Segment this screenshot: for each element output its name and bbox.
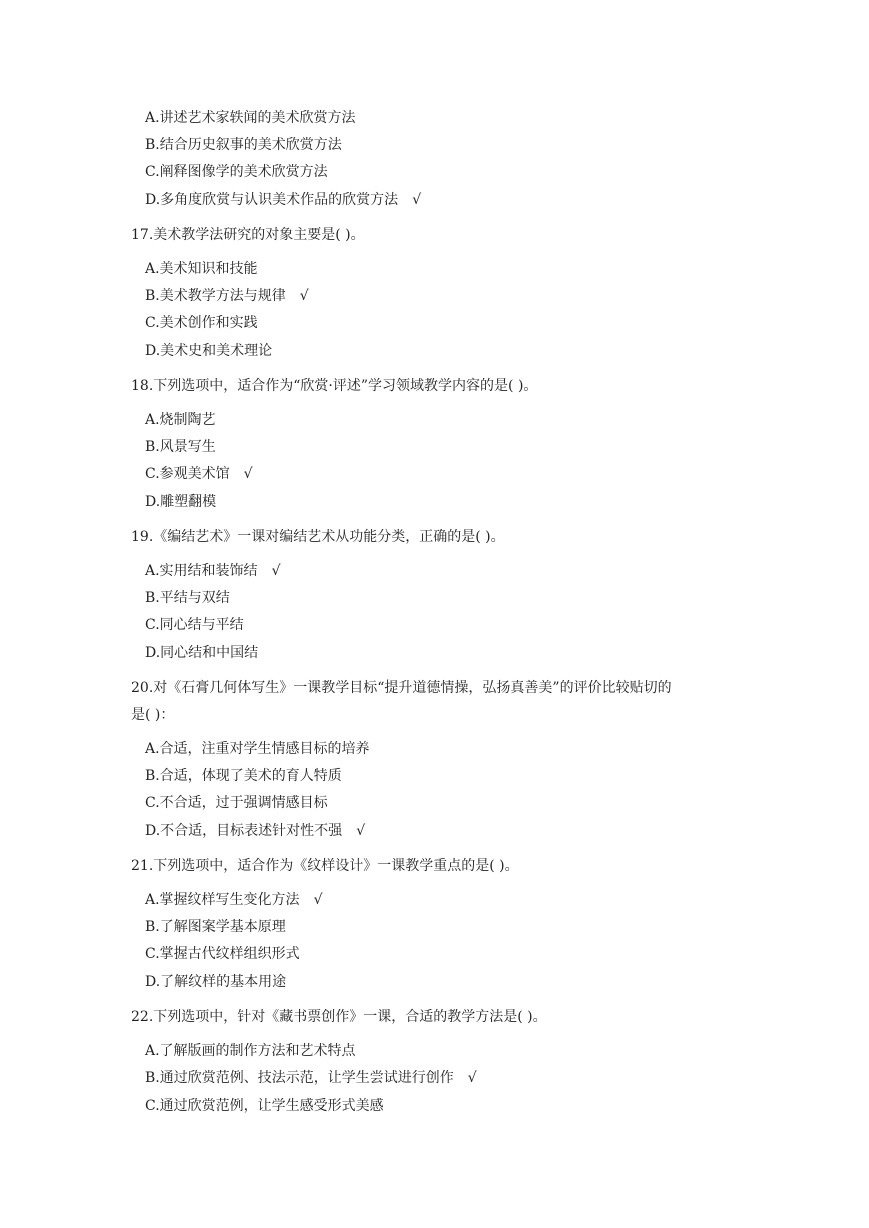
option-line: [145, 588, 244, 608]
check-mark: √: [243, 466, 253, 482]
option-line: [145, 341, 286, 361]
option-text: A.烧制陶艺: [145, 412, 216, 428]
option-text: C.参观美术馆: [145, 466, 230, 482]
question-line: 17.美术教学法研究的对象主要是( )。: [131, 227, 365, 243]
option-line: [145, 972, 300, 992]
option-line: [145, 492, 230, 512]
option-line: [145, 162, 342, 182]
option-line: [145, 793, 342, 813]
option-line: [145, 464, 253, 484]
option-line: [145, 821, 365, 841]
check-mark: √: [356, 823, 366, 839]
option-line: [145, 1096, 398, 1116]
option-text: B.平结与双结: [145, 590, 230, 606]
option-line: [145, 890, 322, 910]
option-line: [145, 286, 309, 306]
check-mark: √: [412, 192, 422, 208]
option-text: D.了解纹样的基本用途: [145, 974, 287, 990]
check-mark: √: [467, 1070, 477, 1086]
option-text: C.通过欣赏范例，让学生感受形式美感: [145, 1098, 384, 1114]
option-line: [145, 561, 280, 581]
question-line: 是( )：: [131, 707, 175, 723]
question-line: 19.《编结艺术》一课对编结艺术从功能分类，正确的是( )。: [131, 529, 505, 545]
check-mark: √: [299, 288, 309, 304]
option-text: B.了解图案学基本原理: [145, 919, 286, 935]
option-line: [145, 135, 356, 155]
option-line: [145, 917, 300, 937]
option-text: D.美术史和美术理论: [145, 343, 273, 359]
option-line: [145, 615, 258, 635]
option-text: B.结合历史叙事的美术欣赏方法: [145, 137, 342, 153]
option-line: [145, 1041, 370, 1061]
question-line: 20.对《石膏几何体写生》一课教学目标“提升道德情操，弘扬真善美”的评价比较贴切的: [131, 680, 672, 696]
option-text: D.雕塑翻模: [145, 494, 217, 510]
option-text: B.风景写生: [145, 439, 216, 455]
option-text: C.掌握古代纹样组织形式: [145, 946, 300, 962]
option-text: B.通过欣赏范例、技法示范，让学生尝试进行创作: [145, 1070, 454, 1086]
option-line: [145, 410, 230, 430]
option-text: D.同心结和中国结: [145, 645, 259, 661]
option-text: A.美术知识和技能: [145, 261, 258, 277]
option-text: B.美术教学方法与规律: [145, 288, 286, 304]
option-line: [145, 190, 421, 210]
option-line: [145, 1068, 477, 1088]
option-text: B.合适，体现了美术的育人特质: [145, 768, 342, 784]
option-line: [145, 643, 272, 663]
option-text: A.合适，注重对学生情感目标的培养: [145, 741, 370, 757]
option-text: C.阐释图像学的美术欣赏方法: [145, 164, 328, 180]
option-line: [145, 313, 272, 333]
option-line: [145, 259, 272, 279]
question-line: 21.下列选项中，适合作为《纹样设计》一课教学重点的是( )。: [131, 858, 519, 874]
check-mark: √: [313, 892, 323, 908]
option-text: C.同心结与平结: [145, 617, 244, 633]
question-line: 22.下列选项中，针对《藏书票创作》一课，合适的教学方法是( )。: [131, 1009, 547, 1025]
option-text: A.讲述艺术家轶闻的美术欣赏方法: [145, 110, 356, 126]
option-line: [145, 108, 370, 128]
option-text: C.不合适，过于强调情感目标: [145, 795, 328, 811]
question-line: 18.下列选项中，适合作为“欣赏·评述”学习领域教学内容的是( )。: [131, 378, 538, 394]
option-text: C.美术创作和实践: [145, 315, 258, 331]
option-line: [145, 766, 356, 786]
option-line: [145, 739, 384, 759]
option-text: A.了解版画的制作方法和艺术特点: [145, 1043, 356, 1059]
option-text: A.实用结和装饰结: [145, 563, 258, 579]
option-text: D.多角度欣赏与认识美术作品的欣赏方法: [145, 192, 399, 208]
option-line: [145, 944, 314, 964]
check-mark: √: [271, 563, 281, 579]
option-text: A.掌握纹样写生变化方法: [145, 892, 300, 908]
option-line: [145, 437, 230, 457]
option-text: D.不合适，目标表述针对性不强: [145, 823, 343, 839]
